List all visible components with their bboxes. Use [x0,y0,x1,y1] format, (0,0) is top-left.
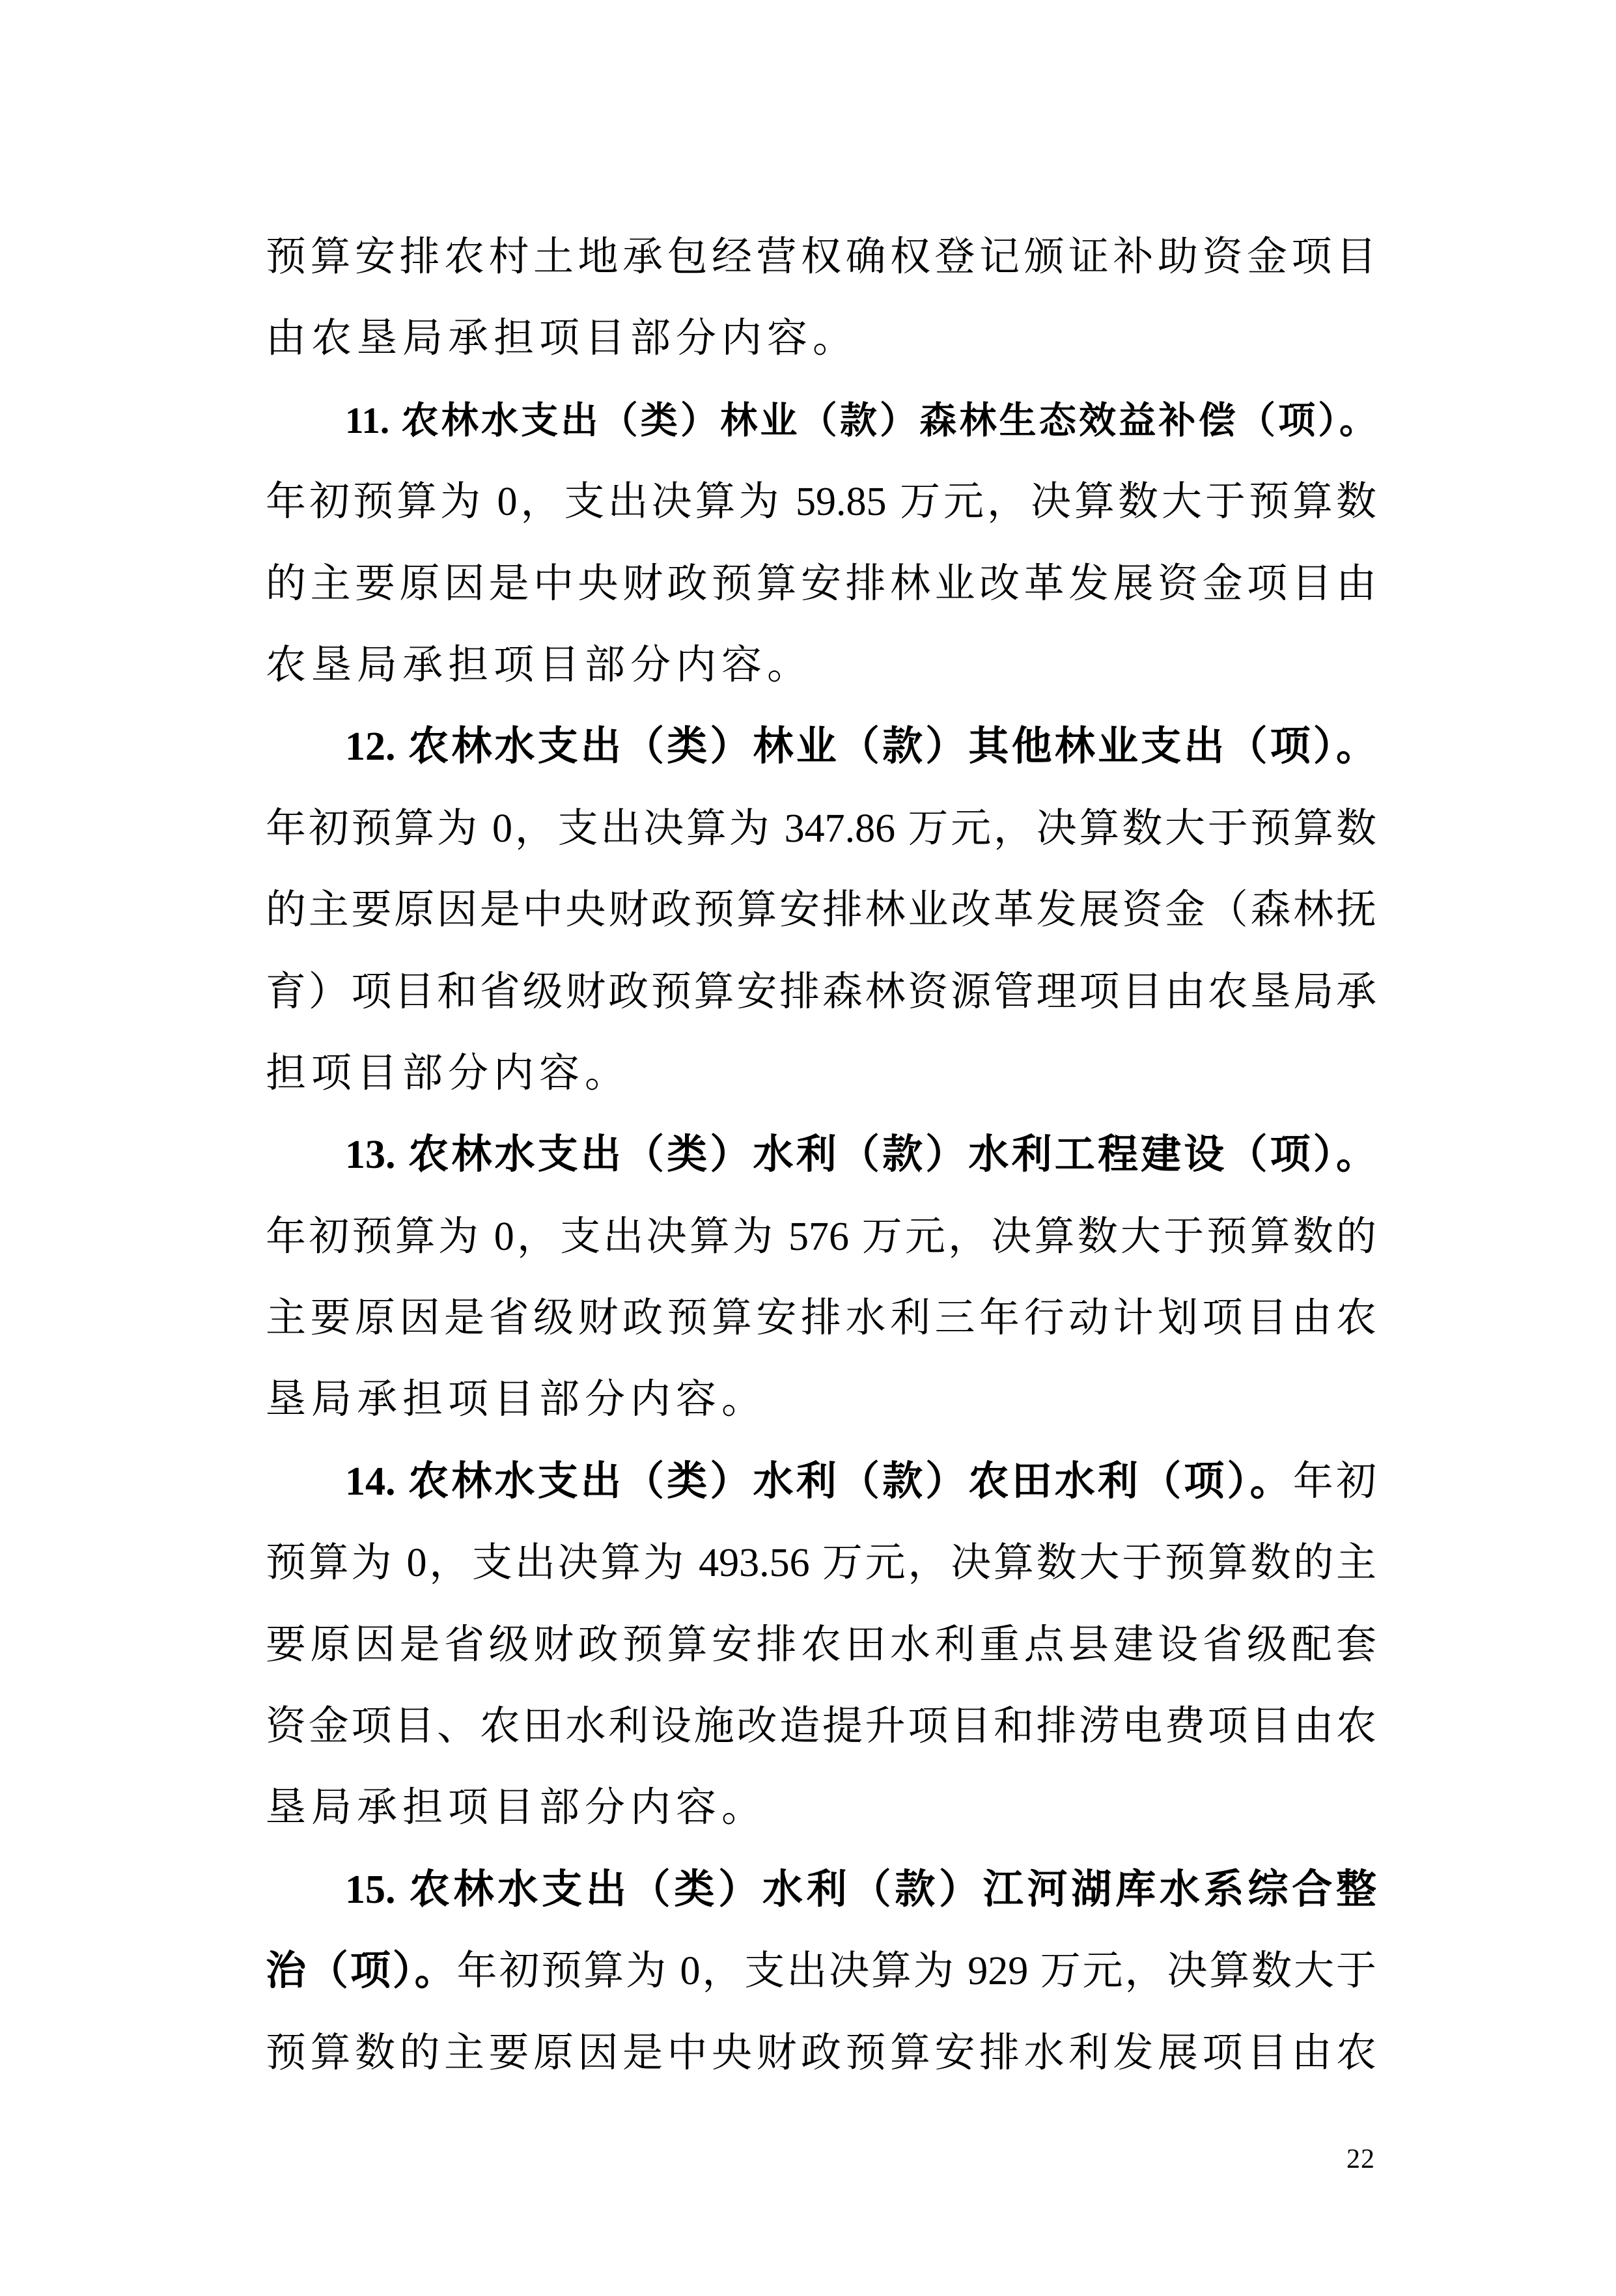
text-line [266,2013,1376,2094]
text-segment: 垦局承担项目部分内容。 [266,1786,768,1831]
text-line [266,544,1376,625]
text-line [266,788,1376,870]
text-line [266,1033,1376,1114]
text-segment: 垦局承担项目部分内容。 [266,1377,768,1422]
text-line [266,952,1376,1033]
text-segment: 预算安排农村土地承包经营权确权登记颁证补助资金项目 [266,235,1376,279]
text-line [266,462,1376,543]
text-line [266,298,1376,380]
page-number: 22 [1346,2144,1375,2174]
text-line [266,1278,1376,1359]
heading-segment: 12. 农林水支出（类）林业（款）其他林业支出（项）。 [345,725,1376,769]
text-line [266,217,1376,298]
text-segment: 的主要原因是中央财政预算安排林业改革发展资金项目由 [266,561,1376,606]
text-line [266,1359,1376,1441]
text-line [266,870,1376,951]
text-line [266,1767,1376,1849]
text-segment: 年初预算为 0，支出决算为 576 万元，决算数大于预算数的 [266,1214,1376,1259]
text-segment: 年初预算为 0，支出决算为 347.86 万元，决算数大于预算数 [266,806,1376,851]
text-segment: 预算为 0，支出决算为 493.56 万元，决算数大于预算数的主 [266,1541,1376,1586]
text-segment: 农垦局承担项目部分内容。 [266,643,813,687]
heading-segment: 治（项）。 [266,1949,457,1994]
paragraph-heading-line [266,1849,1376,1931]
text-segment: 由农垦局承担项目部分内容。 [266,316,859,361]
text-segment: 主要原因是省级财政预算安排水利三年行动计划项目由农 [266,1296,1376,1341]
text-segment: 年初 [1292,1459,1376,1504]
document-body [266,217,1376,2094]
text-segment: 预算数的主要原因是中央财政预算安排水利发展项目由农 [266,2030,1376,2075]
text-line [266,625,1376,706]
heading-segment: 13. 农林水支出（类）水利（款）水利工程建设（项）。 [345,1133,1376,1178]
text-line [266,1931,1376,2012]
text-line [266,1196,1376,1278]
paragraph-heading-line [266,380,1376,462]
paragraph-heading-line [266,706,1376,788]
text-segment: 年初预算为 0，支出决算为 59.85 万元，决算数大于预算数 [266,480,1376,525]
text-segment: 育）项目和省级财政预算安排森林资源管理项目由农垦局承 [266,969,1376,1014]
paragraph-heading-line [266,1441,1376,1523]
text-line [266,1605,1376,1686]
text-line [266,1523,1376,1604]
text-segment: 要原因是省级财政预算安排农田水利重点县建设省级配套 [266,1622,1376,1667]
text-segment: 担项目部分内容。 [266,1051,631,1096]
text-segment: 年初预算为 0，支出决算为 929 万元，决算数大于 [456,1949,1376,1994]
text-segment: 资金项目、农田水利设施改造提升项目和排涝电费项目由农 [266,1704,1376,1749]
heading-segment: 15. 农林水支出（类）水利（款）江河湖库水系综合整 [345,1867,1376,1912]
heading-segment: 14. 农林水支出（类）水利（款）农田水利（项）。 [345,1459,1293,1504]
heading-segment: 11. 农林水支出（类）林业（款）森林生态效益补偿（项）。 [345,400,1376,441]
text-segment: 的主要原因是中央财政预算安排林业改革发展资金（森林抚 [266,888,1376,933]
text-line [266,1686,1376,1767]
paragraph-heading-line [266,1114,1376,1196]
